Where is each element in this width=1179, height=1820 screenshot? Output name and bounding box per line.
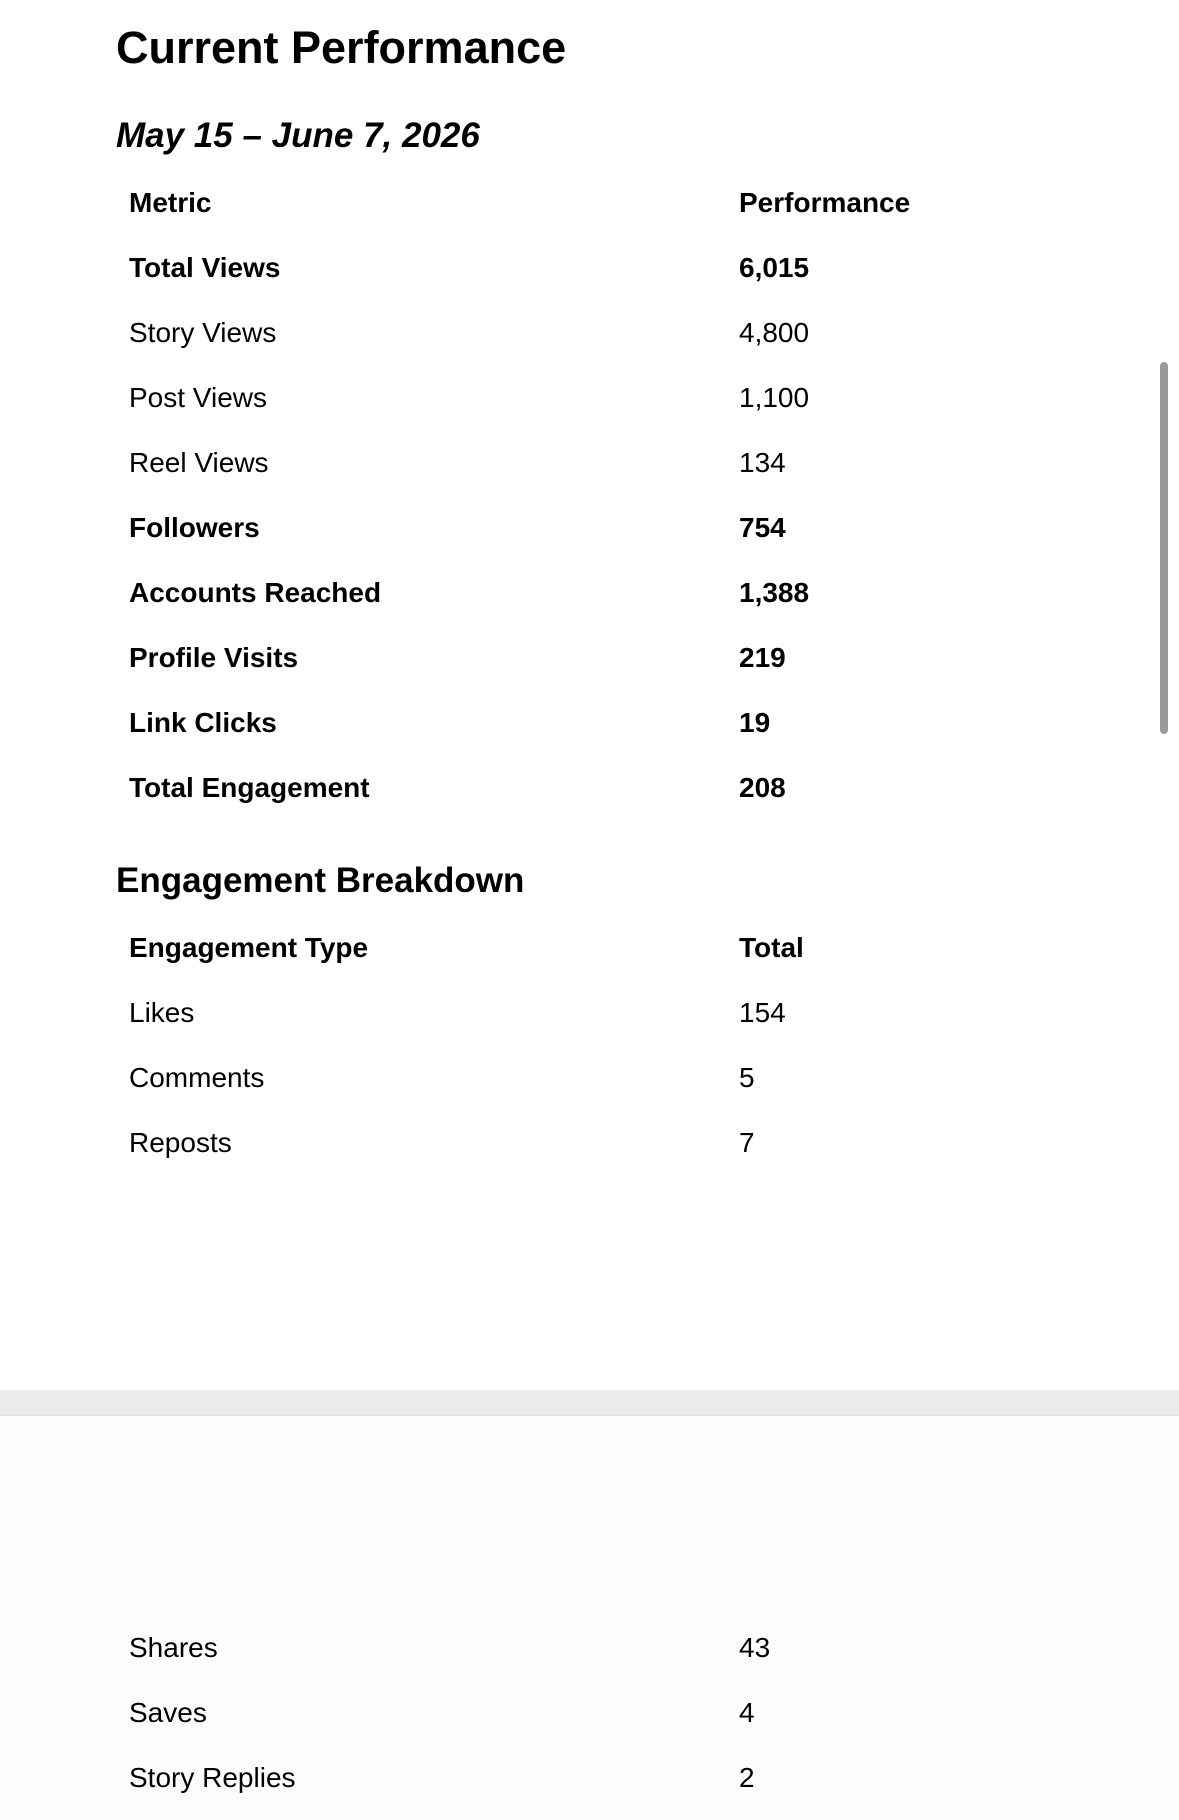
table-row: [0, 755, 1100, 820]
engagement-value: 4: [739, 1697, 755, 1728]
metric-label: Reel Views: [129, 447, 269, 478]
table-row: [0, 1680, 1100, 1745]
metric-value: 1,388: [739, 577, 810, 608]
metric-label: Followers: [129, 512, 260, 543]
table-row: [0, 690, 1100, 755]
table-row: [0, 430, 1100, 495]
metric-value: 1,100: [739, 382, 810, 413]
engagement-label: Saves: [129, 1697, 207, 1728]
table-row: [0, 300, 1100, 365]
engagement-breakdown-heading: Engagement Breakdown: [116, 861, 525, 900]
engagement-label: Reposts: [129, 1127, 232, 1158]
engagement-label: Shares: [129, 1632, 218, 1663]
metric-value: 134: [739, 447, 786, 478]
table-row: [0, 1615, 1100, 1680]
metric-label: Total Engagement: [129, 772, 370, 803]
page-break-band: [0, 1390, 1179, 1415]
engagement-value: 2: [739, 1762, 755, 1793]
page-bottom-section: [0, 1416, 1179, 1820]
metric-label: Profile Visits: [129, 642, 299, 673]
metric-label: Story Views: [129, 317, 277, 348]
metric-label: Accounts Reached: [129, 577, 382, 608]
table-row: [0, 365, 1100, 430]
page-title: Current Performance: [116, 22, 567, 73]
engagement-label: Likes: [129, 997, 195, 1028]
metric-column-header: Metric: [129, 187, 212, 218]
engagement-value: 5: [739, 1062, 755, 1093]
engagement-label: Story Replies: [129, 1762, 296, 1793]
total-column-header: Total: [739, 932, 804, 963]
table-row: [0, 1110, 1100, 1175]
engagement-type-column-header: Engagement Type: [129, 932, 369, 963]
metric-value: 19: [739, 707, 771, 738]
metric-label: Total Views: [129, 252, 281, 283]
metric-label: Link Clicks: [129, 707, 277, 738]
engagement-value: 154: [739, 997, 786, 1028]
metric-label: Post Views: [129, 382, 267, 413]
table-row: [0, 495, 1100, 560]
vertical-scrollbar[interactable]: [1160, 362, 1168, 734]
table-row: [0, 560, 1100, 625]
performance-column-header: Performance: [739, 187, 911, 218]
metric-value: 219: [739, 642, 786, 673]
metric-value: 6,015: [739, 252, 810, 283]
engagement-label: Comments: [129, 1062, 265, 1093]
table-row: [0, 1045, 1100, 1110]
table-row: [0, 1745, 1100, 1810]
performance-table-header: [0, 170, 1100, 235]
date-range: May 15 – June 7, 2026: [116, 116, 480, 155]
table-row: [0, 625, 1100, 690]
engagement-table-header: [0, 915, 1100, 980]
engagement-value: 43: [739, 1632, 771, 1663]
metric-value: 754: [739, 512, 786, 543]
table-row: [0, 235, 1100, 300]
metric-value: 208: [739, 772, 786, 803]
metric-value: 4,800: [739, 317, 810, 348]
table-row: [0, 980, 1100, 1045]
engagement-value: 7: [739, 1127, 755, 1158]
